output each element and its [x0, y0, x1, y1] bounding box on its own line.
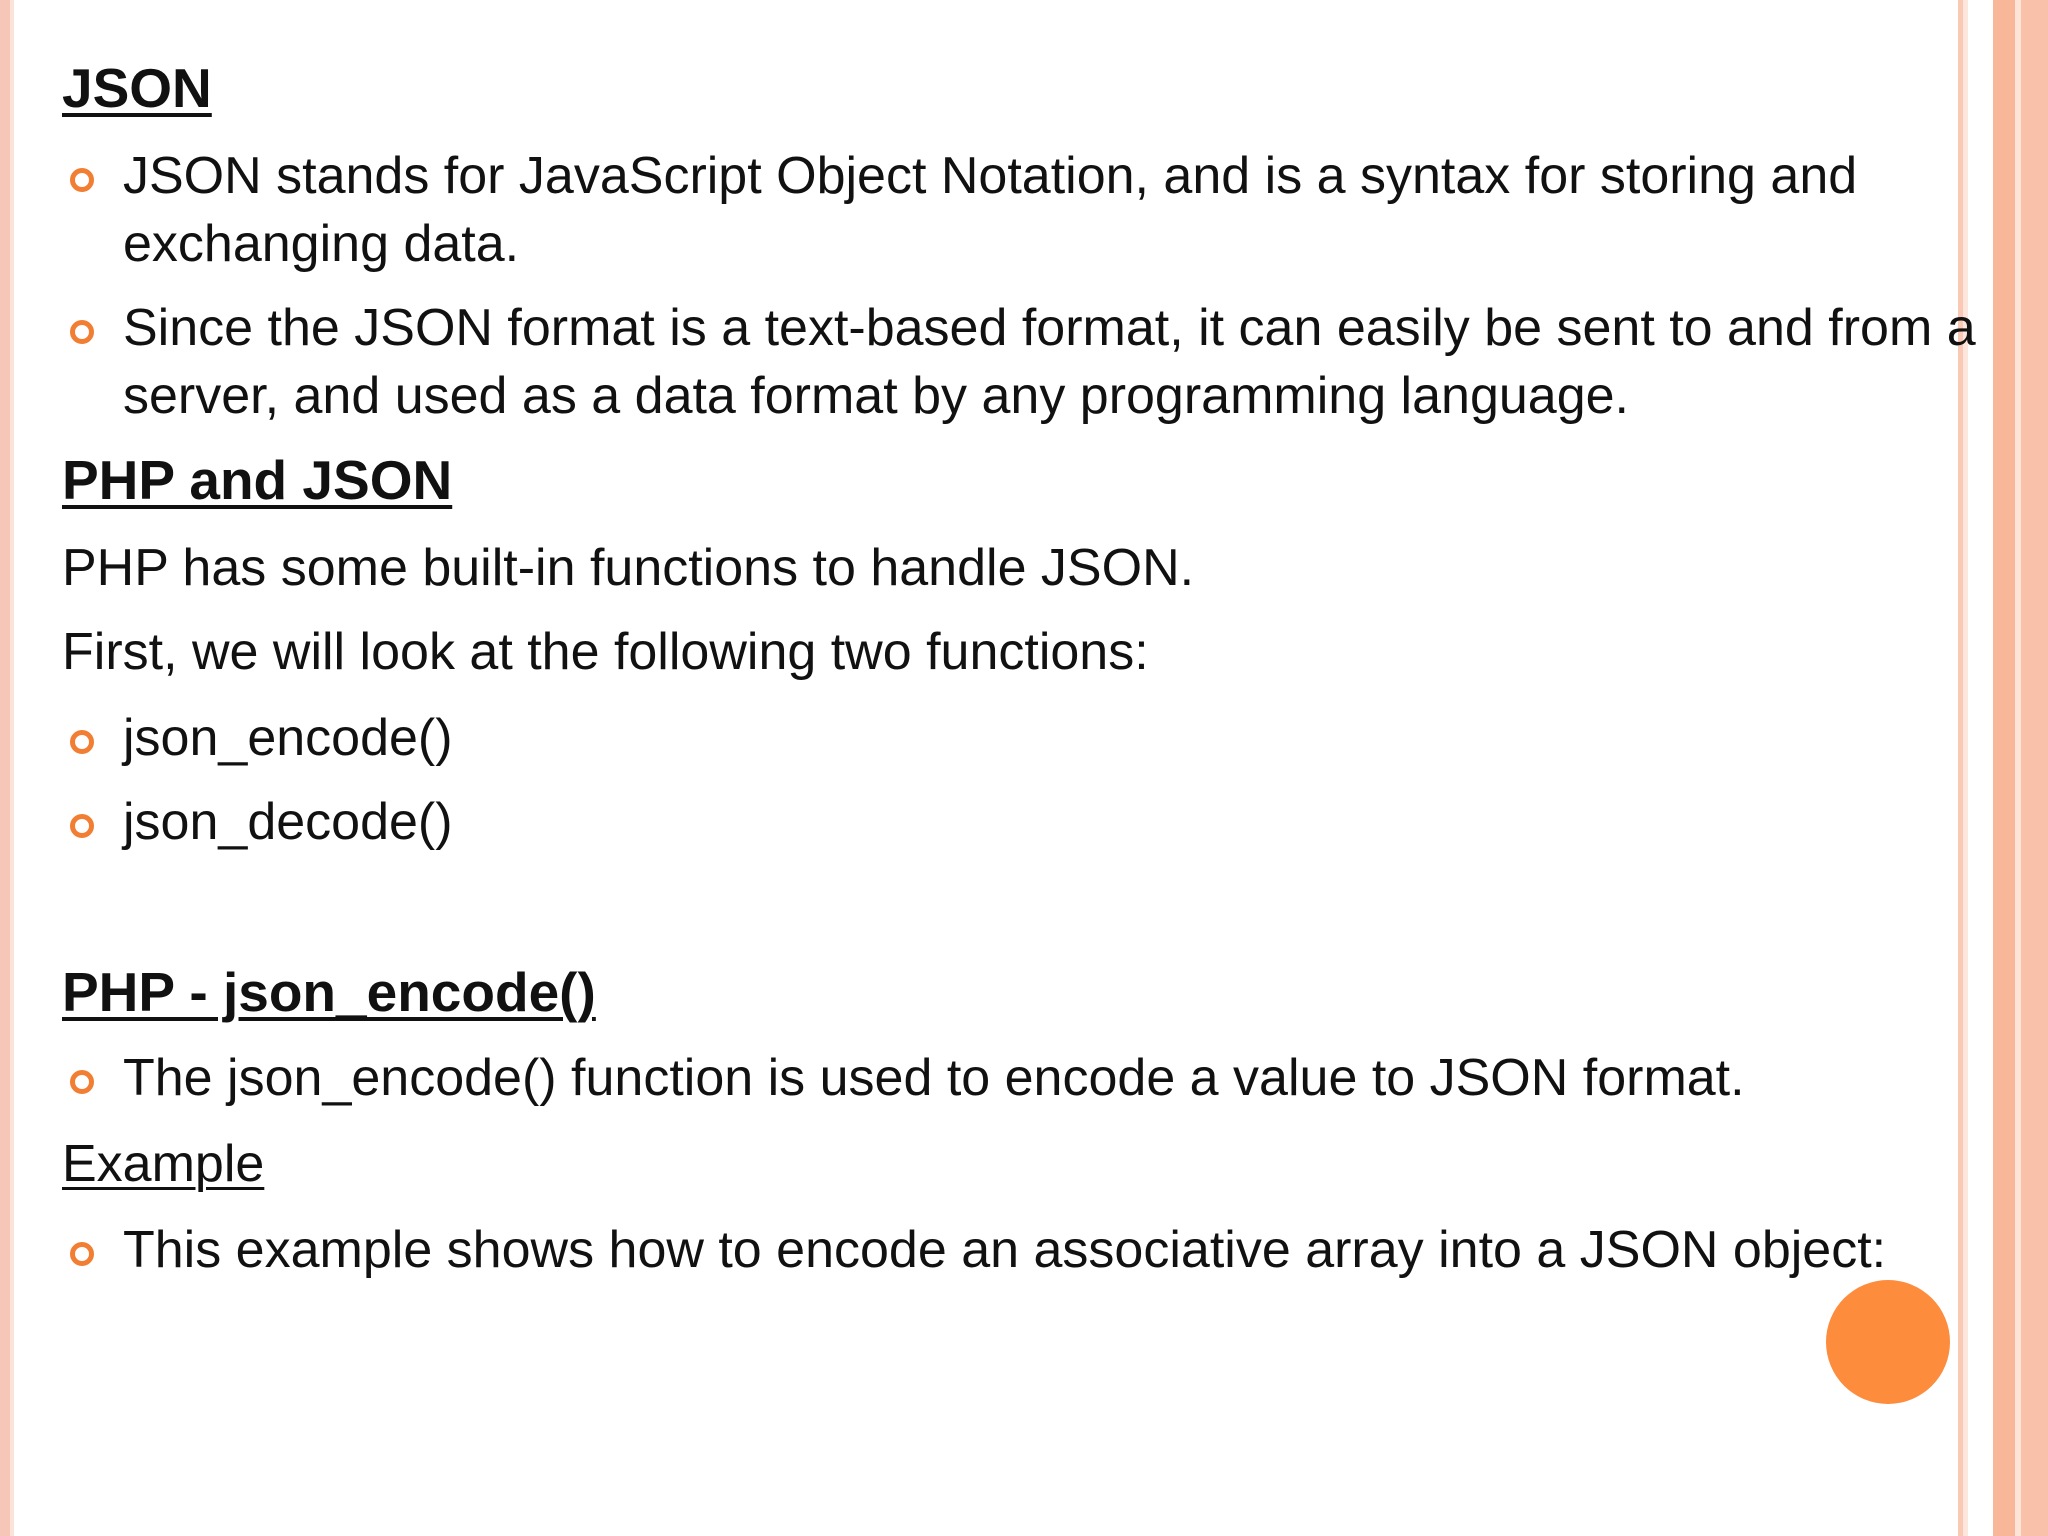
- bullet-icon: [70, 168, 94, 192]
- bullet-text: JSON stands for JavaScript Object Notation, and is a syntax for storing and exchanging data.: [123, 147, 1858, 273]
- bullet-icon: [70, 814, 94, 838]
- bullet-icon: [70, 320, 94, 344]
- bullet-text: The json_encode() function is used to encode a value to JSON format.: [123, 1049, 1745, 1107]
- bullet-icon: [70, 1070, 94, 1094]
- bullet-icon: [70, 730, 94, 754]
- section-heading-php-and-json: PHP and JSON: [62, 449, 453, 511]
- paragraph: First, we will look at the following two functions:: [62, 623, 1149, 681]
- accent-circle: [1826, 1280, 1950, 1404]
- section-heading-json: JSON: [62, 57, 212, 119]
- bullet-icon: [70, 1242, 94, 1266]
- bullet-text: This example shows how to encode an associative array into a JSON object:: [123, 1221, 1887, 1279]
- example-label: Example: [62, 1135, 265, 1193]
- paragraph: PHP has some built-in functions to handle JSON.: [62, 539, 1195, 597]
- bullet-text: json_encode(): [123, 709, 453, 767]
- bullet-text: json_decode(): [123, 793, 453, 851]
- section-heading-json-encode: PHP - json_encode(): [62, 961, 596, 1023]
- left-border-decoration: [0, 0, 10, 1536]
- bullet-text: Since the JSON format is a text-based format, it can easily be sent to and from a server, and used as a data format by any programming language.: [123, 299, 1976, 425]
